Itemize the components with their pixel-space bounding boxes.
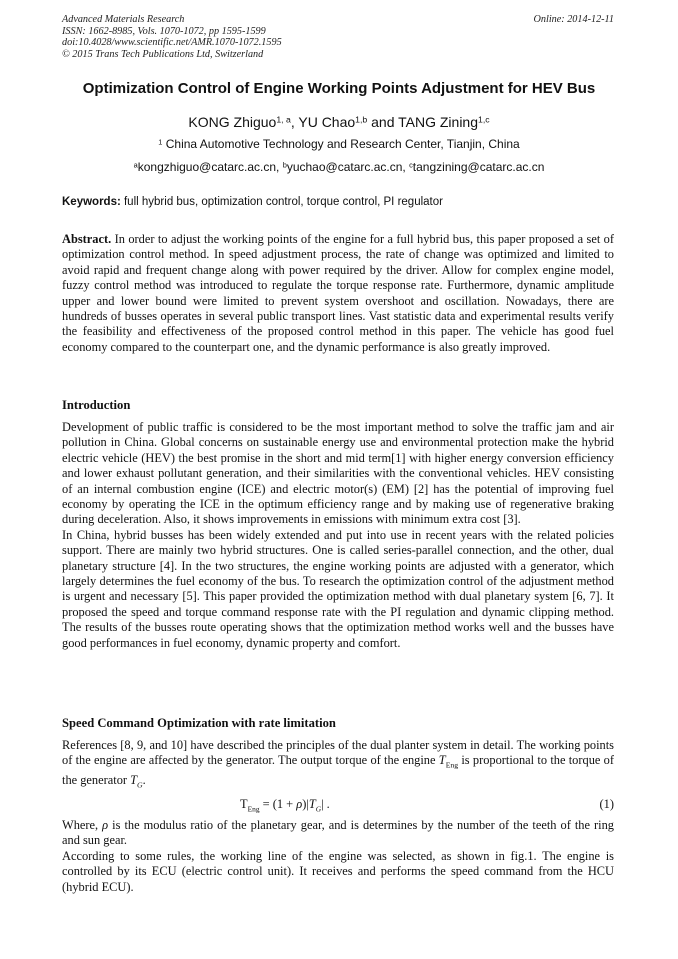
equation-1 [62, 797, 614, 815]
text-run: is proportional to the torque of the generator [62, 753, 614, 788]
author-name: TANG Zining [398, 114, 478, 130]
text-run: is the modulus ratio of the planetary gear, and is determines by the number of the teeth of the ring and sun gear. [62, 818, 614, 848]
introduction-body [62, 420, 614, 651]
keywords-text: full hybrid bus, optimization control, torque control, PI regulator [120, 196, 443, 208]
text-run: References [8, 9, and 10] have described the principles of the dual planter system in detail. The working points of the engine are affected by the generator. The output torque of the engine [62, 738, 614, 768]
email-address: kongzhiguo@catarc.ac.cn, [137, 160, 283, 174]
section-heading-introduction: Introduction [62, 398, 131, 412]
email-address: tangzining@catarc.ac.cn [412, 160, 545, 174]
author-emails [40, 160, 638, 175]
text-run: . [142, 773, 146, 788]
author-name: YU Chao [298, 114, 356, 130]
speed-section-paragraph [62, 738, 614, 793]
symbol-letter: T [438, 753, 446, 768]
email-mark: c [409, 160, 413, 170]
equation-body [240, 797, 330, 813]
journal-name: Advanced Materials Research [62, 14, 185, 25]
keywords [62, 195, 614, 209]
author-affil-mark: 1, a [276, 114, 291, 125]
eq-subscript: G [315, 804, 322, 814]
affiliation [40, 137, 638, 152]
eq-rho: ρ [296, 797, 303, 811]
paragraph: According to some rules, the working line of the engine was selected, as shown in fig.1. The engine is controlled by its ECU (electric control unit). It receives and performs the speed command from the HCU (hybrid ECU). [62, 848, 614, 894]
symbol-rho: ρ [102, 818, 109, 832]
symbol-letter: T [130, 773, 138, 788]
author-affil-mark: 1,c [478, 114, 490, 125]
email-mark: a [133, 160, 138, 170]
email-mark: b [282, 160, 287, 170]
affiliation-text: China Automotive Technology and Research Center, Tianjin, China [162, 137, 520, 151]
paragraph: In China, hybrid busses has been widely extended and put into use in recent years with the related policies support. There are mainly two hybrid structures. One is called series-parallel connection, and the other, dual planetary structure [4]. In the two structures, the engine working points are adjusted with a generator, which largely determines the fuel economy of the bus. To research the optimization control of the adjustment method is urgent and necessary [5]. This paper provided the optimization method with dual planetary system [6, 7]. It proposed the speed and torque command response rate with the PI regulation and dynamic clipping method. The results of the busses route operating shows that the optimization method works well and the busses have good performances in fuel economy, dynamic property and comfort. [62, 527, 614, 650]
symbol-t-g [130, 773, 143, 790]
paragraph [62, 818, 614, 849]
symbol-t-eng [438, 753, 459, 770]
eq-text: = (1 + [259, 797, 297, 811]
eq-subscript: Eng [247, 804, 260, 814]
eq-symbol: T [308, 797, 316, 811]
paragraph: Development of public traffic is considered to be the most important method to solve the traffic jam and air pollution in China. Global concerns on sustainable energy use and environmental protection make the hybrid electric vehicle (HEV) the best promise in the short and mid term[1] with higher energy conversion efficiency and lower exhaust pollutant generation, and their similarities with the conventional vehicles. HEV consisting of an internal combustion engine (ICE) and electric motor(s) (EM) [2] has the potential of improving fuel economy by operating the ICE in the optimum efficiency range and by making use of regenerative braking during deceleration. Also, it shows improvements in emissions with minimum extra cost [3]. [62, 420, 614, 527]
doi-line: doi:10.4028/www.scientific.net/AMR.1070-1072.1595 [62, 37, 282, 49]
eq-symbol: T [240, 797, 248, 811]
copyright-line: © 2015 Trans Tech Publications Ltd, Switzerland [62, 48, 264, 60]
section-heading-speed-command: Speed Command Optimization with rate limitation [62, 716, 336, 730]
equation-number: (1) [599, 797, 614, 811]
abstract-text: In order to adjust the working points of the engine for a full hybrid bus, this paper proposed a set of optimization control method. In speed adjustment process, the rate of change was optimized and limited to avoid rapid and frequent change along with power required by the driver. Allow for complex engine model, fuzzy control method was introduced to regulate the torque response rate. Furthermore, dynamic amplitude upper and lower bound were limited to prevent system overshoot and oscillation. Nowadays, there are hundreds of busses operates in several public transport lines. Vast statistic data and experimental results verify the feasibility and effectiveness of the proposed control method in this paper. The vehicle has good fuel economy compared to the counterpart one, and the dynamic performance is also greatly improved. [62, 232, 614, 354]
affiliation-mark: 1 [158, 137, 163, 147]
speed-section-continued [62, 818, 614, 895]
abstract-label: Abstract. [62, 232, 112, 246]
author-list [40, 113, 638, 131]
symbol-subscript: Eng [445, 760, 459, 770]
issn-line: ISSN: 1662-8985, Vols. 1070-1072, pp 1595-1599 [62, 25, 266, 37]
online-date: Online: 2014-12-11 [533, 14, 614, 25]
author-separator: and [367, 114, 399, 130]
abstract [62, 232, 614, 355]
author-separator: , [290, 114, 299, 130]
author-name: KONG Zhiguo [188, 114, 277, 130]
email-address: yuchao@catarc.ac.cn, [286, 160, 410, 174]
eq-text: | . [321, 797, 330, 811]
paper-title: Optimization Control of Engine Working Points Adjustment for HEV Bus [82, 80, 596, 97]
symbol-subscript: G [137, 780, 143, 790]
keywords-label: Keywords: [62, 196, 121, 208]
journal-header [62, 14, 614, 60]
author-affil-mark: 1,b [355, 114, 368, 125]
eq-text: )| [302, 797, 309, 811]
text-run: Where, [62, 818, 103, 832]
